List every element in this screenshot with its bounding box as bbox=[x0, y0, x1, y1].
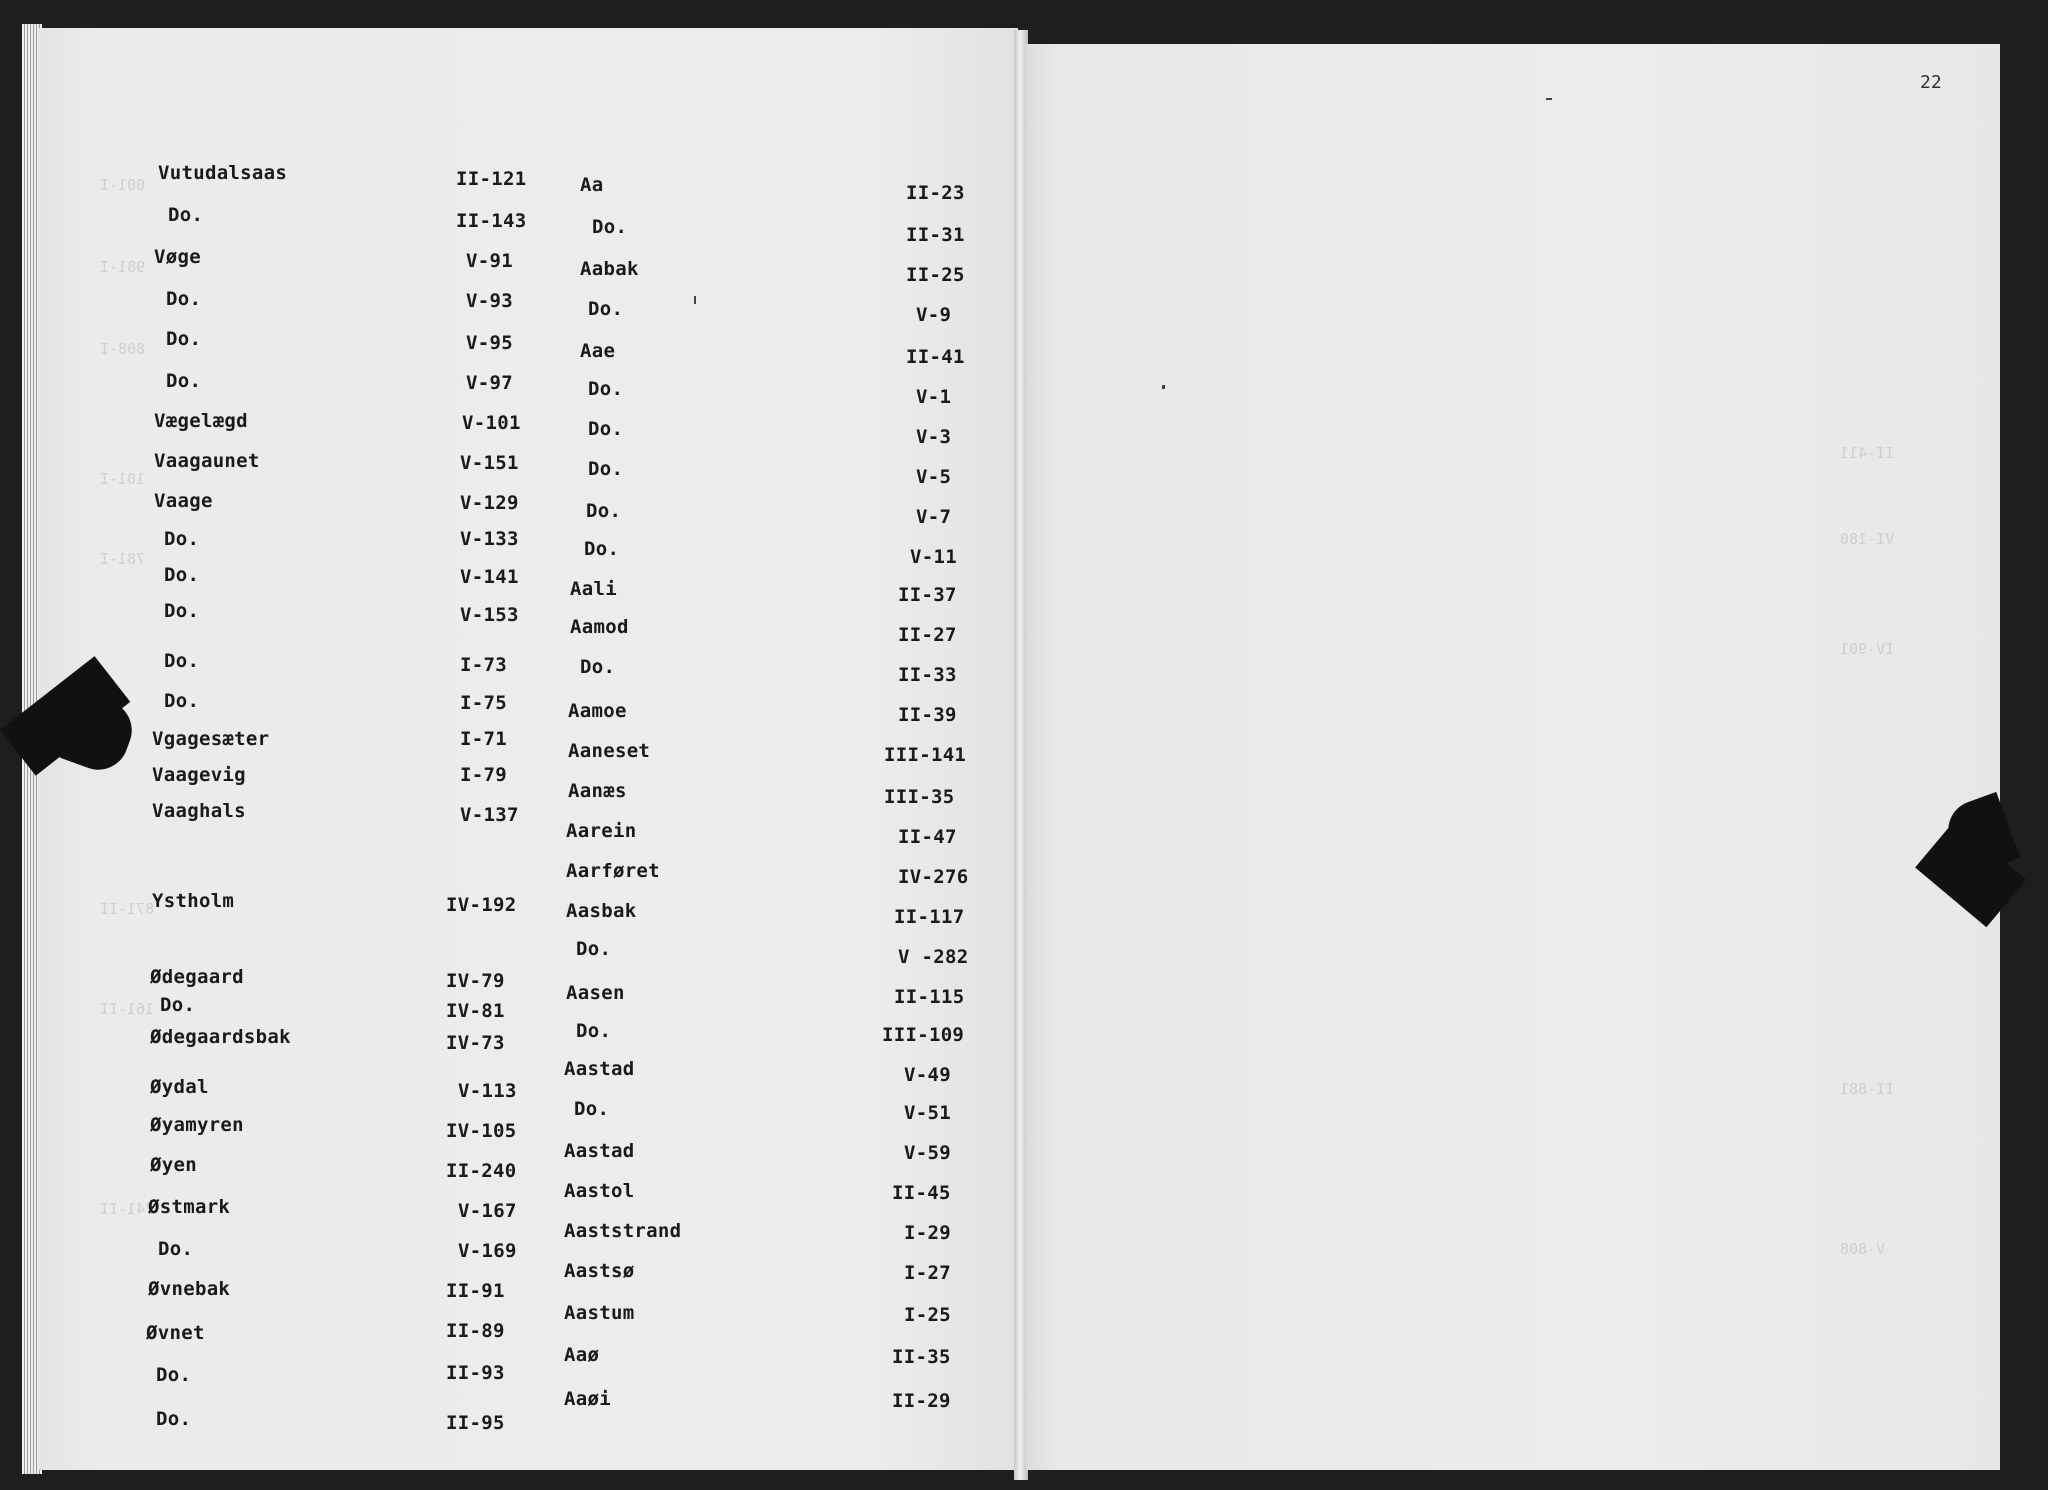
place-name: Østmark bbox=[148, 1196, 231, 1218]
volume-page-ref: V-141 bbox=[460, 566, 519, 588]
place-name: Do. bbox=[160, 994, 196, 1016]
volume-page-ref: V-3 bbox=[916, 426, 952, 448]
volume-page-ref: V-1 bbox=[916, 386, 952, 408]
volume-page-ref: V-9 bbox=[916, 304, 952, 326]
volume-page-ref: V-133 bbox=[460, 528, 519, 550]
place-name: Vøge bbox=[154, 246, 201, 268]
volume-page-ref: II-93 bbox=[446, 1362, 505, 1384]
place-name: Do. bbox=[164, 600, 200, 622]
place-name: Do. bbox=[156, 1364, 192, 1386]
volume-page-ref: V-153 bbox=[460, 604, 519, 626]
volume-page-ref: II-29 bbox=[892, 1390, 951, 1412]
volume-page-ref: II-91 bbox=[446, 1280, 505, 1302]
place-name: Aaø bbox=[564, 1344, 600, 1366]
volume-page-ref: II-95 bbox=[446, 1412, 505, 1434]
place-name: Do. bbox=[580, 656, 616, 678]
volume-page-ref: II-45 bbox=[892, 1182, 951, 1204]
volume-page-ref: V-51 bbox=[904, 1102, 951, 1124]
volume-page-ref: IV-73 bbox=[446, 1032, 505, 1054]
volume-page-ref: II-31 bbox=[906, 224, 965, 246]
place-name: Do. bbox=[164, 528, 200, 550]
place-name: Aastum bbox=[564, 1302, 635, 1324]
place-name: Do. bbox=[588, 418, 624, 440]
place-name: Vaagaunet bbox=[154, 450, 260, 472]
place-name: Do. bbox=[588, 298, 624, 320]
volume-page-ref: V-91 bbox=[466, 250, 513, 272]
volume-page-ref: V-101 bbox=[462, 412, 521, 434]
place-name: Do. bbox=[592, 216, 628, 238]
place-name: Aastsø bbox=[564, 1260, 635, 1282]
bleed-through-text: 161-II bbox=[100, 1000, 155, 1018]
bleed-through-text: VI-180 bbox=[1840, 530, 1895, 548]
place-name: Aamod bbox=[570, 616, 629, 638]
place-name: Aasbak bbox=[566, 900, 637, 922]
bleed-through-text: V-808 bbox=[1840, 1240, 1886, 1258]
place-name: Øvnebak bbox=[148, 1278, 231, 1300]
volume-page-ref: IV-192 bbox=[446, 894, 517, 916]
place-name: Vutudalsaas bbox=[158, 162, 288, 184]
place-name: Do. bbox=[586, 500, 622, 522]
volume-page-ref: II-25 bbox=[906, 264, 965, 286]
place-name: Aabak bbox=[580, 258, 639, 280]
place-name: Aaststrand bbox=[564, 1220, 682, 1242]
bleed-through-text: 741-II bbox=[100, 1200, 155, 1218]
volume-page-ref: I-71 bbox=[460, 728, 507, 750]
place-name: Aaneset bbox=[568, 740, 651, 762]
volume-page-ref: II-115 bbox=[894, 986, 965, 1008]
volume-page-ref: IV-79 bbox=[446, 970, 505, 992]
speck bbox=[1162, 385, 1165, 389]
place-name: Aamoe bbox=[568, 700, 627, 722]
bleed-through-text: 871-II bbox=[100, 900, 155, 918]
place-name: Do. bbox=[164, 650, 200, 672]
volume-page-ref: IV-81 bbox=[446, 1000, 505, 1022]
volume-page-ref: II-41 bbox=[906, 346, 965, 368]
place-name: Do. bbox=[166, 370, 202, 392]
volume-page-ref: V-97 bbox=[466, 372, 513, 394]
volume-page-ref: I-27 bbox=[904, 1262, 951, 1284]
place-name: Aarein bbox=[566, 820, 637, 842]
page-number: 22 bbox=[1920, 72, 1942, 93]
place-name: Aasen bbox=[566, 982, 625, 1004]
place-name: Vaage bbox=[154, 490, 213, 512]
place-name: Do. bbox=[588, 458, 624, 480]
place-name: Aastol bbox=[564, 1180, 635, 1202]
volume-page-ref: II-47 bbox=[898, 826, 957, 848]
place-name: Aastad bbox=[564, 1140, 635, 1162]
volume-page-ref: V-7 bbox=[916, 506, 952, 528]
volume-page-ref: V -282 bbox=[898, 946, 969, 968]
place-name: Do. bbox=[576, 1020, 612, 1042]
volume-page-ref: V-137 bbox=[460, 804, 519, 826]
place-name: Do. bbox=[164, 564, 200, 586]
volume-page-ref: I-79 bbox=[460, 764, 507, 786]
place-name: Vgagesæter bbox=[152, 728, 270, 750]
place-name: Øydal bbox=[150, 1076, 209, 1098]
place-name: Aastad bbox=[564, 1058, 635, 1080]
place-name: Ødegaard bbox=[150, 966, 244, 988]
place-name: Øvnet bbox=[146, 1322, 205, 1344]
place-name: Vaaghals bbox=[152, 800, 246, 822]
volume-page-ref: V-169 bbox=[458, 1240, 517, 1262]
volume-page-ref: IV-105 bbox=[446, 1120, 517, 1142]
place-name: Aaøi bbox=[564, 1388, 611, 1410]
volume-page-ref: I-29 bbox=[904, 1222, 951, 1244]
bleed-through-text: II-411 bbox=[1840, 444, 1895, 462]
place-name: Vægelægd bbox=[154, 410, 248, 432]
place-name: Do. bbox=[166, 328, 202, 350]
volume-page-ref: V-151 bbox=[460, 452, 519, 474]
place-name: Aa bbox=[580, 174, 604, 196]
volume-page-ref: V-49 bbox=[904, 1064, 951, 1086]
bleed-through-text: 101-I bbox=[100, 470, 146, 488]
place-name: Aarføret bbox=[566, 860, 660, 882]
volume-page-ref: I-75 bbox=[460, 692, 507, 714]
volume-page-ref: V-5 bbox=[916, 466, 952, 488]
place-name: Do. bbox=[166, 288, 202, 310]
place-name: Vaagevig bbox=[152, 764, 246, 786]
place-name: Do. bbox=[576, 938, 612, 960]
volume-page-ref: II-117 bbox=[894, 906, 965, 928]
volume-page-ref: V-93 bbox=[466, 290, 513, 312]
place-name: Ødegaardsbak bbox=[150, 1026, 291, 1048]
bleed-through-text: II-881 bbox=[1840, 1080, 1895, 1098]
volume-page-ref: II-240 bbox=[446, 1160, 517, 1182]
bleed-through-text: IV-901 bbox=[1840, 640, 1895, 658]
bleed-through-text: 981-I bbox=[100, 258, 146, 276]
volume-page-ref: V-59 bbox=[904, 1142, 951, 1164]
bleed-through-text: 781-I bbox=[100, 550, 146, 568]
place-name: Do. bbox=[584, 538, 620, 560]
volume-page-ref: IV-276 bbox=[898, 866, 969, 888]
volume-page-ref: II-89 bbox=[446, 1320, 505, 1342]
place-name: Do. bbox=[168, 204, 204, 226]
bleed-through-text: 001-I bbox=[100, 176, 146, 194]
volume-page-ref: V-129 bbox=[460, 492, 519, 514]
place-name: Ystholm bbox=[152, 890, 235, 912]
volume-page-ref: V-11 bbox=[910, 546, 957, 568]
volume-page-ref: III-109 bbox=[882, 1024, 965, 1046]
place-name: Øyen bbox=[150, 1154, 197, 1176]
place-name: Aae bbox=[580, 340, 616, 362]
volume-page-ref: V-113 bbox=[458, 1080, 517, 1102]
place-name: Øyamyren bbox=[150, 1114, 244, 1136]
place-name: Aanæs bbox=[568, 780, 627, 802]
volume-page-ref: II-37 bbox=[898, 584, 957, 606]
place-name: Do. bbox=[588, 378, 624, 400]
speck bbox=[1546, 98, 1552, 100]
place-name: Do. bbox=[164, 690, 200, 712]
volume-page-ref: V-95 bbox=[466, 332, 513, 354]
place-name: Do. bbox=[574, 1098, 610, 1120]
volume-page-ref: II-23 bbox=[906, 182, 965, 204]
volume-page-ref: III-141 bbox=[884, 744, 967, 766]
volume-page-ref: II-35 bbox=[892, 1346, 951, 1368]
volume-page-ref: I-73 bbox=[460, 654, 507, 676]
volume-page-ref: II-121 bbox=[456, 168, 527, 190]
speck bbox=[694, 296, 696, 304]
volume-page-ref: II-27 bbox=[898, 624, 957, 646]
volume-page-ref: II-143 bbox=[456, 210, 527, 232]
volume-page-ref: II-39 bbox=[898, 704, 957, 726]
place-name: Aali bbox=[570, 578, 617, 600]
volume-page-ref: III-35 bbox=[884, 786, 955, 808]
place-name: Do. bbox=[156, 1408, 192, 1430]
place-name: Do. bbox=[158, 1238, 194, 1260]
volume-page-ref: I-25 bbox=[904, 1304, 951, 1326]
volume-page-ref: II-33 bbox=[898, 664, 957, 686]
bleed-through-text: 808-I bbox=[100, 340, 146, 358]
volume-page-ref: V-167 bbox=[458, 1200, 517, 1222]
